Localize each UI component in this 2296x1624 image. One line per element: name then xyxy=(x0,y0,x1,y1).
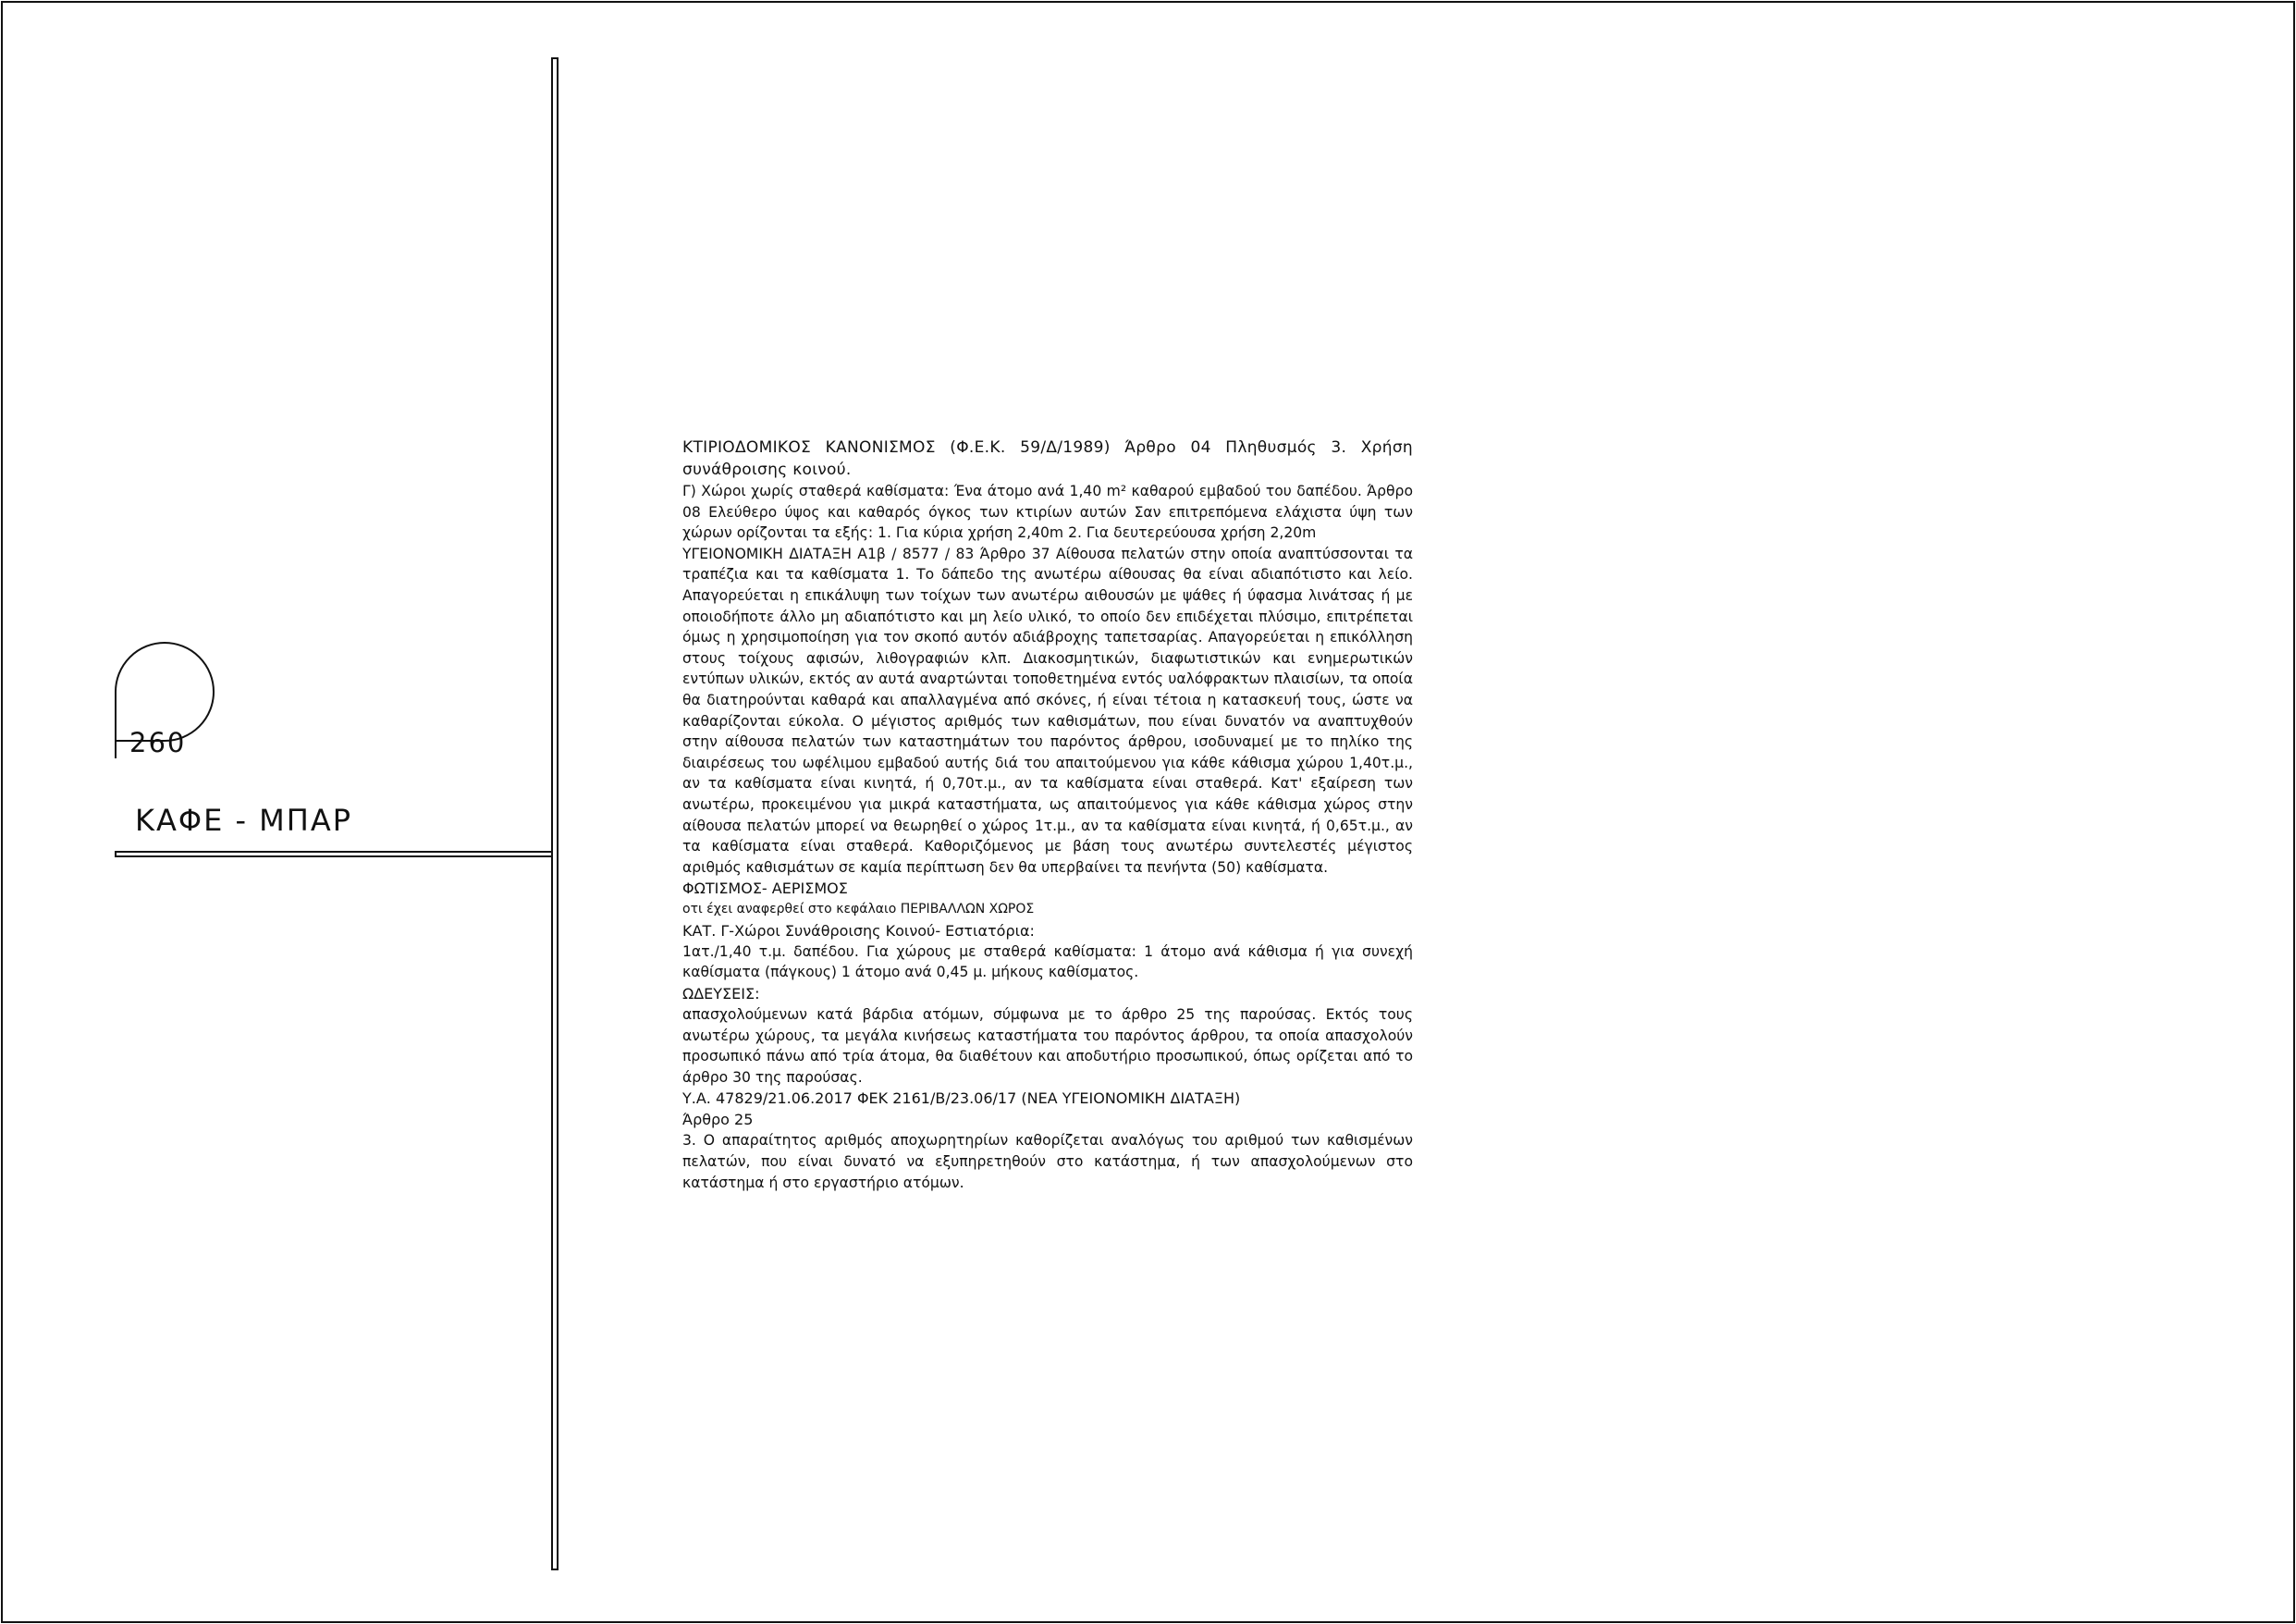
building-code-heading: ΚΤΙΡΙΟΔΟΜΙΚΟΣ ΚΑΝΟΝΙΣΜΟΣ (Φ.Ε.Κ. 59/Δ/1989) Άρθρο 04 Πληθυσμός 3. Χρήση συνάθροισης κοινού. xyxy=(682,438,1413,479)
lighting-ventilation-text: οτι έχει αναφερθεί στο κεφάλαιο ΠΕΡΙΒΑΛΛΩΝ ΧΩΡΟΣ xyxy=(682,902,1035,917)
ministerial-decision-heading: Υ.Α. 47829/21.06.2017 ΦΕΚ 2161/Β/23.06/17 (ΝΕΑ ΥΓΕΙΟΝΟΜΙΚΗ ΔΙΑΤΑΞΗ) xyxy=(682,1089,1241,1108)
page-number: 260 xyxy=(129,727,187,758)
section-title: ΚΑΦΕ - ΜΠΑΡ xyxy=(135,803,353,838)
exits-heading: ΩΔΕΥΣΕΙΣ: xyxy=(682,985,760,1003)
building-code-text: Γ) Χώροι χωρίς σταθερά καθίσματα: Ένα άτομο ανά 1,40 m² καθαρού εμβαδού του δαπέδου. Άρθρο 08 Ελεύθερο ύψος και καθαρός όγκος των κτιρίων αυτών Σαν επιτρεπόμενα ελάχιστα ύψη των χώρων ορίζονται τα εξής: 1. Για κύρια χρήση 2,40m 2. Για δευτερεύουσα χρήση 2,20m xyxy=(682,483,1413,542)
horizontal-divider xyxy=(115,851,553,857)
assembly-restaurants-heading: ΚΑΤ. Γ-Χώροι Συνάθροισης Κοινού- Εστιατόρια: xyxy=(682,921,1035,940)
assembly-restaurants-text: 1ατ./1,40 τ.μ. δαπέδου. Για χώρους με σταθερά καθίσματα: 1 άτομο ανά κάθισμα ή για συνεχή καθίσματα (πάγκους) 1 άτομο ανά 0,45 μ. μήκους καθίσματος. xyxy=(682,942,1413,981)
regulation-text xyxy=(682,437,1413,1193)
article-heading: Άρθρο 25 xyxy=(682,1111,754,1129)
vertical-divider xyxy=(551,57,559,1570)
sanitary-provision-title: ΥΓΕΙΟΝΟΜΙΚΗ ΔΙΑΤΑΞΗ Α1β / 8577 / 83 Άρθρο 37 xyxy=(682,545,1050,562)
lighting-ventilation-heading: ΦΩΤΙΣΜΟΣ- ΑΕΡΙΣΜΟΣ xyxy=(682,880,848,898)
building-code-paragraph xyxy=(682,481,1413,878)
toilets-text: 3. Ο απαραίτητος αριθμός αποχωρητηρίων καθορίζεται αναλόγως του αριθμού των καθισμένων πελατών, που είναι δυνατό να εξυπηρετηθούν στο κατάστημα, ή των απασχολούμενων στο κατάστημα ή στο εργαστήριο ατόμων. xyxy=(682,1132,1413,1191)
exits-text: απασχολούμενων κατά βάρδια ατόμων, σύμφωνα με το άρθρο 25 της παρούσας. Εκτός τους ανωτέρω χώρους, τα μεγάλα κινήσεως καταστήματα του παρόντος άρθρου, τα οποία απασχολούν προσωπικό πάνω από τρία άτομα, θα διαθέτουν και αποδυτήριο προσωπικού, όπως ορίζεται από το άρθρο 30 της παρούσας. xyxy=(682,1006,1413,1086)
sanitary-provision-text: Αίθουσα πελατών στην οποία αναπτύσσονται τα τραπέζια και τα καθίσματα 1. Το δάπεδο της ανωτέρω αίθουσας θα είναι αδιαπότιστο και λείο. Απαγορεύεται η επικάλυψη των τοίχων των ανωτέρω αιθουσών με ψάθες ή ύφασμα λινάτσας ή με οποιοδήποτε άλλο μη αδιαπότιστο και μη λείο υλικό, το οποίο δεν επιδέχεται πλύσιμο, επιτρέπεται όμως η χρησιμοποίηση για τον σκοπό αυτόν αδιάβροχης ταπετσαρίας. Απαγορεύεται η επικόλληση στους τοίχους αφισών, λιθογραφιών κλπ. Διακοσμητικών, διαφωτιστικών και ενημερωτικών εντύπων υλικών, εκτός αν αυτά αναρτώνται τοποθετημένα εντός υαλόφρακτων πλαισίων, τα οποία θα διατηρούνται καθαρά και απαλλαγμένα από σκόνες, ή είναι τέτοια η κατασκευή τους, ώστε να καθαρίζονται εύκολα. Ο μέγιστος αριθμός των καθισμάτων, που είναι δυνατόν να αναπτυχθούν στην αίθουσα πελατών των καταστημάτων του παρόντος άρθρου, ισοδυναμεί με το πηλίκο της διαιρέσεως του ωφέλιμου εμβαδού αυτής διά του απαιτούμενου για κάθε κάθισμα χώρου 1,40τ.μ., αν τα καθίσματα είναι κινητά, ή 0,70τ.μ., αν τα καθίσματα είναι σταθερά. Κατ' εξαίρεση των ανωτέρω, προκειμένου για μικρά καταστήματα, ως απαιτούμενος για κάθε κάθισμα χώρος στην αίθουσα πελατών μπορεί να θεωρηθεί ο χώρος 1τ.μ., αν τα καθίσματα είναι κινητά, ή 0,65τ.μ., αν τα καθίσματα είναι σταθερά. Καθοριζόμενος με βάση τους ανωτέρω συντελεστές μέγιστος αριθμός καθισμάτων σε καμία περίπτωση δεν θα υπερβαίνει τα πενήντα (50) καθίσματα. xyxy=(682,545,1413,876)
